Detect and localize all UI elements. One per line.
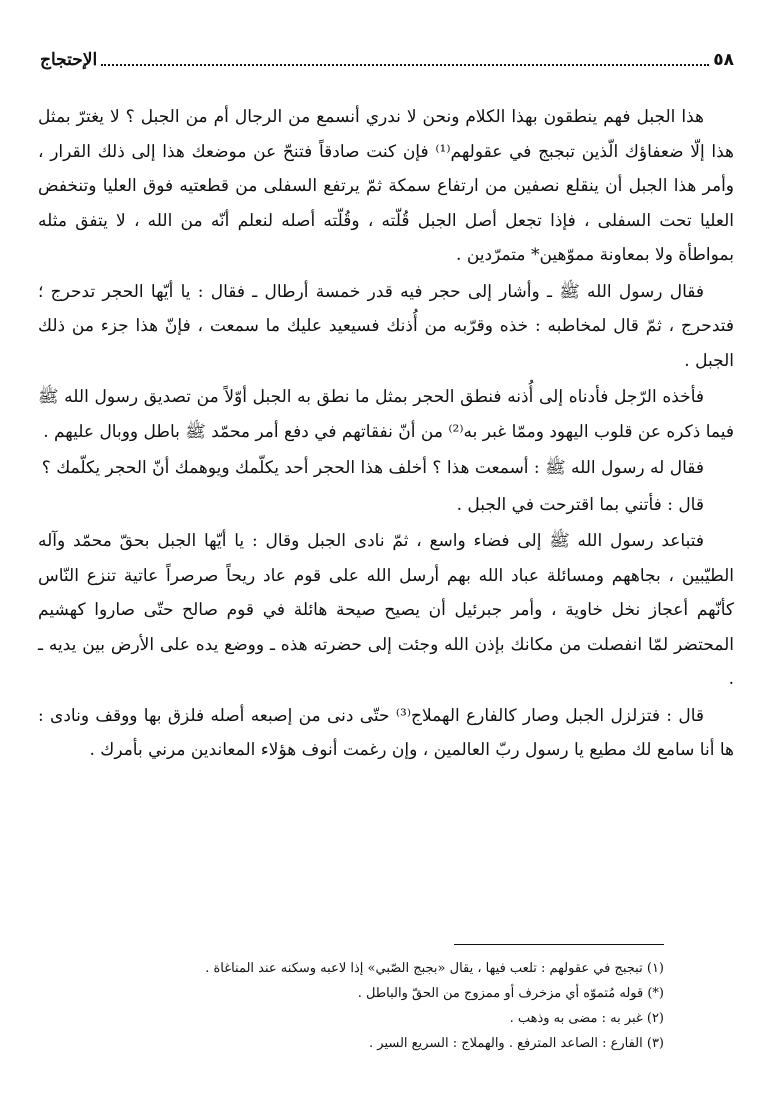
paragraph: فأخذه الرّجل فأدناه إلى أُذنه فنطق الحجر بمثل ما نطق به الجبل أوّلاً من تصديق رسول الله ﷺ فيما ذكره عن قلوب اليهود وممّا غبر به⁽²⁾ من أنّ نفقاتهم في دفع أمر محمّد ﷺ باطل ووبال عليهم . bbox=[38, 387, 734, 442]
paragraph: فقال رسول الله ﷺ ـ وأشار إلى حجر فيه قدر خمسة أرطال ـ فقال : يا أيّها الحجر تدحرج ؛ فتدحرج ، ثمّ قال لمخاطبه : خذه وقرّبه من أُذنك فسيعيد عليك ما سمعت ، فإنّ هذا جزء من ذلك الجبل . bbox=[38, 281, 734, 371]
footnote: (*) قوله مُتموّه أي مزخرف أو ممزوج من الحقّ والباطل . bbox=[357, 986, 664, 1001]
main-text bbox=[38, 100, 734, 768]
footnote-separator bbox=[454, 944, 664, 945]
paragraph: فتباعد رسول الله ﷺ إلى فضاء واسع ، ثمّ نادى الجبل وقال : يا أيّها الجبل بحقّ محمّد وآله الطيّبين ، بجاههم ومسائلة عباد الله بهم أرسل الله على قوم عاد ريحاً صرصراً عاتية تنزع النّاس كأنّهم أعجاز نخل خاوية ، وأمر جبرئيل أن يصيح صيحة هائلة في قوم صالح حتّى صاروا كهشيم المحتضر لمّا انفصلت من مكانك بإذن الله وجئت إلى حضرته هذه ـ ووضع يده على الأرض بين يديه ـ . bbox=[38, 531, 734, 689]
running-header bbox=[40, 46, 734, 74]
paragraph: هذا الجبل فهم ينطقون بهذا الكلام ونحن لا ندري أنسمع من الرجال أم من الجبل ؟ لا يغترّ بمثل هذا إلّا ضعفاؤك الّذين تبجبج في عقولهم⁽¹⁾ فإن كنت صادقاً فتنحّ عن موضعك هذا إلى ذلك القرار ، وأمر هذا الجبل أن ينقلع نصفين من ارتفاع سمكة ثمّ يرتفع السفلى من قطعتيه فوق العليا وتنخفض العليا تحت السفلى ، فإذا تجعل أصل الجبل قُلّته ، وقُلّته أصله لنعلم أنّه من الله ، لا يتفق مثله بمواطأة ولا بمعاونة مموّهين* متمرّدين . bbox=[38, 107, 734, 265]
paragraph: قال : فتزلزل الجبل وصار كالفارع الهملاج⁽³⁾ حتّى دنى من إصبعه أصله فلزق بها ووقف ونادى : ها أنا سامع لك مطيع يا رسول ربّ العالمين ، وإن رغمت أنوف هؤلاء المعاندين مرني بأمرك . bbox=[38, 705, 734, 760]
paragraph: قال : فأتني بما اقترحت في الجبل . bbox=[456, 494, 704, 515]
footnote: (٢) غبر به : مضى به وذهب . bbox=[509, 1011, 664, 1026]
paragraph: فقال له رسول الله ﷺ : أسمعت هذا ؟ أخلف هذا الحجر أحد يكلّمك ويوهمك أنّ الحجر يكلّمك ؟ bbox=[41, 458, 704, 478]
footnotes bbox=[40, 956, 664, 1056]
footnote: (١) تبجبج في عقولهم : تلعب فيها ، يقال «بجبج الصّبي» إذا لاعبه وسكنه عند المناغاة . bbox=[205, 961, 664, 976]
running-title: الإحتجاج bbox=[40, 50, 98, 70]
footnote: (٣) الفارع : الصاعد المترفع . والهملاج : السريع السير . bbox=[369, 1036, 664, 1051]
page-number: ٥٨ bbox=[713, 50, 734, 70]
header-leader-dots bbox=[101, 54, 709, 66]
